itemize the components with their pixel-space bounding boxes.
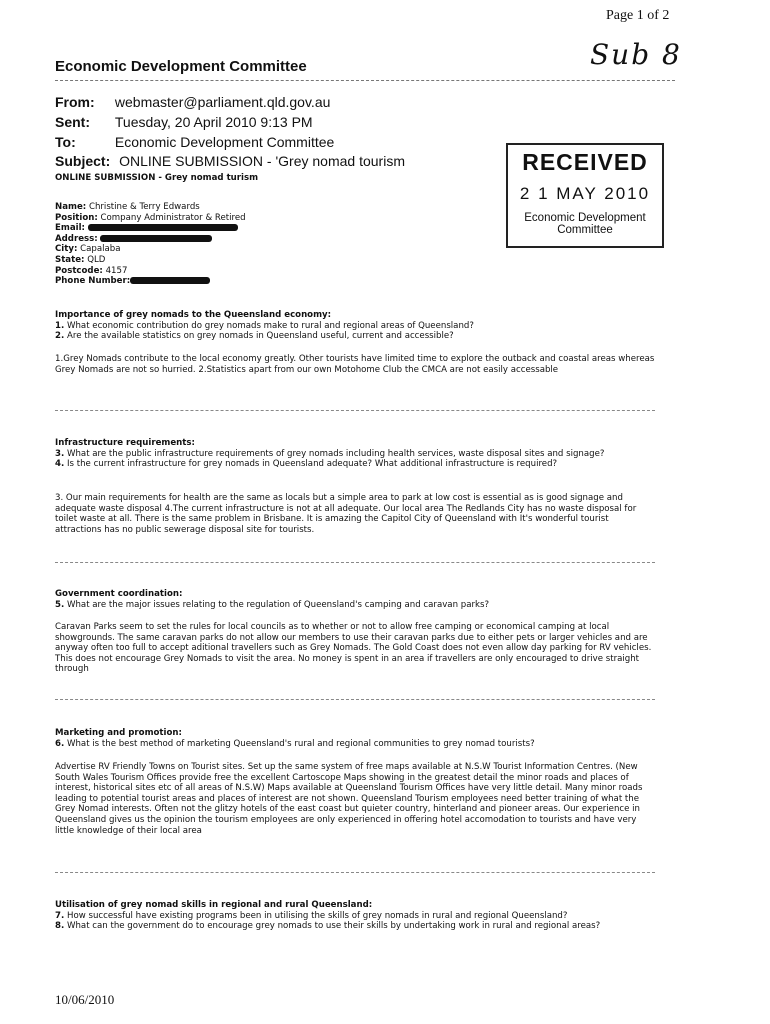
section-heading: Importance of grey nomads to the Queensland economy:	[55, 310, 332, 320]
section-skills	[55, 900, 655, 932]
submission-heading: ONLINE SUBMISSION - Grey nomad turism	[55, 173, 259, 183]
redaction-bar	[130, 277, 210, 284]
section-divider	[55, 699, 655, 700]
section-divider	[55, 562, 655, 563]
section-divider	[55, 410, 655, 411]
position-field	[55, 213, 246, 224]
name-value: Christine & Terry Edwards	[88, 202, 200, 212]
question-item: 1. What economic contribution do grey nomads make to rural and regional areas of Queensland?	[55, 320, 474, 331]
phone-label: Phone Number:	[55, 276, 131, 287]
committee-title: Economic Development Committee	[55, 58, 307, 75]
position-label: Position:	[55, 212, 98, 223]
stamp-received: RECEIVED	[522, 149, 648, 175]
email-field	[55, 223, 246, 234]
header-divider	[55, 80, 675, 81]
section-divider	[55, 872, 655, 873]
position-value: Company Administrator & Retired	[100, 212, 246, 223]
sent-value: Tuesday, 20 April 2010 9:13 PM	[114, 114, 313, 130]
address-field	[55, 234, 246, 245]
to-row	[55, 134, 334, 150]
name-label: Name:	[55, 202, 87, 212]
stamp-committee: Economic Development Committee	[524, 212, 646, 236]
sent-label: Sent:	[55, 114, 90, 130]
question-item: 5. What are the major issues relating to the regulation of Queensland's camping and caravan parks?	[55, 599, 490, 610]
state-field	[55, 255, 246, 266]
received-stamp	[506, 143, 664, 248]
email-label: Email:	[55, 223, 85, 234]
question-item: 8. What can the government do to encourage grey nomads to use their skills by undertaking work in rural and regional areas?	[55, 921, 601, 932]
state-label: State:	[55, 254, 85, 265]
section-economy	[55, 310, 655, 342]
section-heading: Utilisation of grey nomad skills in regional and rural Queensland:	[55, 900, 373, 910]
postcode-label: Postcode:	[55, 265, 103, 276]
answer-text: Advertise RV Friendly Towns on Tourist sites. Set up the same system of free maps available at N.S.W Tourist Information Centres. (New South Wales Tourism Offices provide free the excellent Cartoscope Maps showing in the greatest detail the minor roads and places of interest, historical sites etc of all areas of N.S.W) Maps available at Queensland Tourism Offices have very little detail. Many minor roads leading to potential tourist areas and places of interest are not shown. Queensland Tourism employees need better training of what the Grey Nomad interests. Often not the glitzy hotels of the east coast but quieter country, hinterland and pioneer areas. Our experience in Queensland gives us the opinion the tourism employees are only experienced in offering hotel accomodation to tourists and have very little knowledge of their local area	[55, 762, 643, 836]
question-item: 6. What is the best method of marketing Queensland's rural and regional communities to grey nomad tourists?	[55, 738, 535, 749]
section-infrastructure	[55, 438, 655, 470]
section-government	[55, 589, 655, 610]
sent-row	[55, 114, 313, 130]
redaction-bar	[88, 224, 238, 231]
from-value: webmaster@parliament.qld.gov.au	[114, 94, 331, 110]
section-marketing	[55, 728, 655, 749]
to-label: To:	[55, 134, 76, 150]
subject-value: ONLINE SUBMISSION - 'Grey nomad tourism	[119, 153, 405, 169]
from-label: From:	[55, 94, 95, 110]
postcode-value: 4157	[105, 265, 128, 276]
state-value: QLD	[87, 254, 106, 265]
subject-label: Subject:	[55, 153, 111, 169]
to-value: Economic Development Committee	[114, 134, 335, 150]
phone-field	[55, 276, 246, 287]
address-label: Address:	[55, 233, 98, 244]
answer-text: Caravan Parks seem to set the rules for local councils as to whether or not to allow free camping or economical camping at local showgrounds. The same caravan parks do not allow our members to use their caravan parks due to either pets or larger vehicles and are anyway often too full to accept aditional travellers such as Grey Nomads. The Gold Coast does not even allow day parking for RV vehicles. This does not encourage Grey Nomads to visit the area. No money is spent in an area if travellers are only encouraged to drive straight through	[55, 622, 652, 675]
section-heading: Infrastructure requirements:	[55, 438, 195, 448]
handwritten-submission-number: Sub 8	[590, 38, 682, 71]
city-label: City:	[55, 244, 78, 255]
name-field	[55, 202, 246, 213]
answer-text: 1.Grey Nomads contribute to the local economy greatly. Other tourists have limited time to explore the outback and coastal areas whereas Grey Nomads are not so hurried. 2.Statistics apart from our own Motohome Club the CMCA are not easily accessable	[55, 354, 655, 375]
postcode-field	[55, 266, 246, 277]
subject-row	[55, 153, 405, 169]
from-row	[55, 94, 330, 110]
city-field	[55, 244, 246, 255]
question-item: 7. How successful have existing programs been in utilising the skills of grey nomads in rural and regional Queensland?	[55, 910, 568, 921]
stamp-date: 2 1 MAY 2010	[519, 184, 651, 203]
submitter-details	[55, 202, 246, 287]
redaction-bar	[100, 235, 212, 242]
question-item: 4. Is the current infrastructure for grey nomads in Queensland adequate? What additional infrastructure is required?	[55, 459, 558, 470]
section-heading: Marketing and promotion:	[55, 728, 182, 738]
answer-text: 3. Our main requirements for health are the same as locals but a simple area to park at low cost is essential as is good signage and adequate waste disposal 4.The current infrastructure is not at all adequate. Our local area The Redlands City has no waste disposal for toilet waste at all. There is the same problem in Brisbane. It is amazing the Capitol City of Queensland with It's wonderful tourist attractions has no public sewerage disposal site for tourists.	[55, 493, 637, 535]
question-item: 3. What are the public infrastructure requirements of grey nomads including health services, waste disposal sites and signage?	[55, 448, 605, 459]
page-number: Page 1 of 2	[606, 8, 670, 23]
question-item: 2. Are the available statistics on grey nomads in Queensland useful, current and accessible?	[55, 331, 454, 342]
section-heading: Government coordination:	[55, 589, 183, 599]
city-value: Capalaba	[80, 244, 121, 255]
footer-date: 10/06/2010	[55, 992, 115, 1007]
